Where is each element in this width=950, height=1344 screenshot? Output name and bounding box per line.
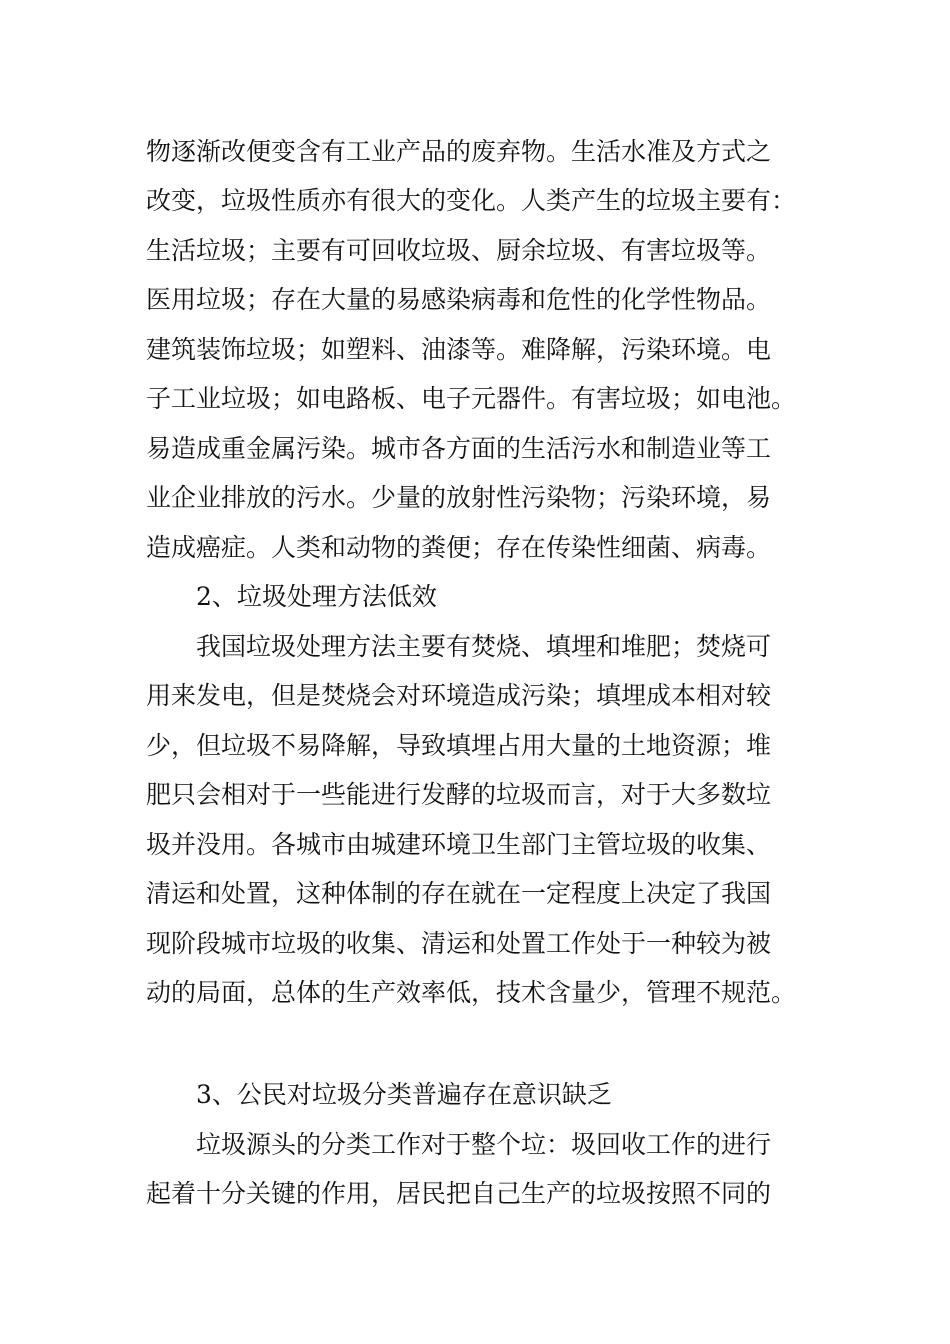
section-heading-2: 2、垃圾处理方法低效 — [196, 582, 437, 611]
body-text-line: 肥只会相对于一些能进行发酵的垃圾而言，对于大多数垃 — [146, 780, 772, 809]
body-text-line: 垃圾源头的分类工作对于整个垃：圾回收工作的进行 — [196, 1130, 772, 1159]
section-heading-3: 3、公民对垃圾分类普遍存在意识缺乏 — [196, 1080, 612, 1109]
body-text-line: 子工业垃圾；如电路板、电子元器件。有害垃圾；如电池。 — [146, 384, 797, 413]
body-text-line: 动的局面，总体的生产效率低，技术含量少，管理不规范。 — [146, 978, 797, 1007]
body-text-line: 医用垃圾；存在大量的易感染病毒和危性的化学性物品。 — [146, 285, 772, 314]
body-text-line: 易造成重金属污染。城市各方面的生活污水和制造业等工 — [146, 434, 772, 463]
body-text-line: 清运和处置，这种体制的存在就在一定程度上决定了我国 — [146, 879, 772, 908]
body-text-line: 圾并没用。各城市由城建环境卫生部门主管垃圾的收集、 — [146, 830, 772, 859]
body-text-line: 生活垃圾；主要有可回收垃圾、厨余垃圾、有害垃圾等。 — [146, 236, 772, 265]
body-text-line: 起着十分关键的作用，居民把自己生产的垃圾按照不同的 — [146, 1179, 772, 1208]
body-text-line: 物逐渐改便变含有工业产品的废弃物。生活水准及方式之 — [146, 137, 772, 166]
body-text-line: 改变，垃圾性质亦有很大的变化。人类产生的垃圾主要有： — [146, 186, 797, 215]
body-text-line: 用来发电，但是焚烧会对环境造成污染；填埋成本相对较 — [146, 681, 772, 710]
body-text-line: 我国垃圾处理方法主要有焚烧、填埋和堆肥；焚烧可 — [196, 632, 772, 661]
body-text-line: 业企业排放的污水。少量的放射性污染物；污染环境，易 — [146, 483, 772, 512]
body-text-line: 造成癌症。人类和动物的粪便；存在传染性细菌、病毒。 — [146, 533, 772, 562]
body-text-line: 建筑装饰垃圾；如塑料、油漆等。难降解，污染环境。电 — [146, 335, 772, 364]
body-text-line: 少，但垃圾不易降解，导致填埋占用大量的土地资源；堆 — [146, 731, 772, 760]
body-text-line: 现阶段城市垃圾的收集、清运和处置工作处于一种较为被 — [146, 929, 772, 958]
